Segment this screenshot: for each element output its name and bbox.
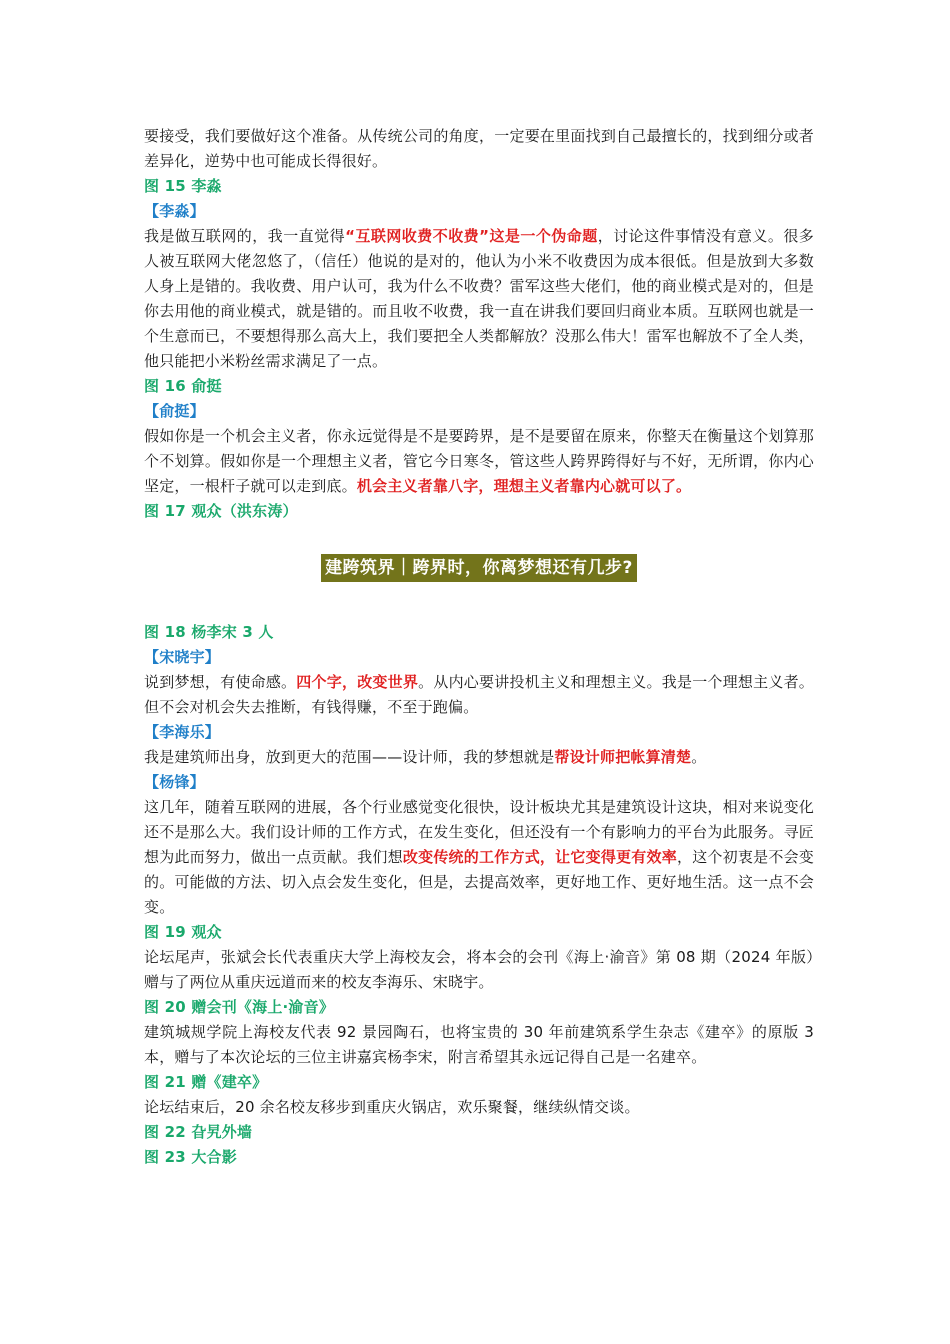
body-text: 建筑城规学院上海校友代表 92 景园陶石，也将宝贵的 30 年前建筑系学生杂志《建卒》的原版 3 本，赠与了本次论坛的三位主讲嘉宾杨李宋，附言希望其永远记得自己是一名建卒。: [144, 1023, 814, 1066]
paragraph: [144, 745, 814, 770]
figure-caption: 图 18 杨李宋 3 人: [144, 623, 274, 641]
highlighted-text: 帮设计师把帐算清楚: [554, 748, 692, 766]
paragraph: [144, 424, 814, 499]
highlighted-text: 改变传统的工作方式，让它变得更有效率: [402, 848, 677, 866]
paragraph: [144, 795, 814, 920]
speaker-name: 【杨锋】: [144, 773, 205, 791]
speaker-name: 【李海乐】: [144, 723, 221, 741]
section-heading: 建跨筑界｜跨界时，你离梦想还有几步?: [321, 554, 637, 582]
speaker-name: 【李淼】: [144, 202, 205, 220]
paragraph: [144, 945, 814, 995]
body-text: 要接受，我们要做好这个准备。从传统公司的角度，一定要在里面找到自己最擅长的，找到细分或者差异化，逆势中也可能成长得很好。: [144, 127, 814, 170]
section-banner: [144, 554, 814, 582]
figure-caption: 图 22 旮旯外墙: [144, 1123, 253, 1141]
body-text: 。从内心要讲投机主义和理想主义。我是一个理想主义者。但不会对机会失去推断，有钱得赚，不至于跑偏。: [144, 673, 814, 716]
article-body: [144, 124, 814, 1170]
body-text: 我是建筑师出身，放到更大的范围——设计师，我的梦想就是: [144, 748, 555, 766]
paragraph: [144, 670, 814, 720]
figure-caption: 图 15 李淼: [144, 177, 222, 195]
figure-caption: 图 17 观众（洪东涛）: [144, 502, 298, 520]
body-text: ，这个初衷是不会变的。可能做的方法、切入点会发生变化，但是，去提高效率，更好地工作、更好地生活。这一点不会变。: [144, 848, 814, 916]
figure-caption: 图 21 赠《建卒》: [144, 1073, 268, 1091]
figure-caption: 图 16 俞挺: [144, 377, 222, 395]
body-text: 。: [691, 748, 707, 766]
body-text: ，讨论这件事情没有意义。很多人被互联网大佬忽悠了，（信任）他说的是对的，他认为小米不收费因为成本很低。但是放到大多数人身上是错的。我收费、用户认可，我为什么不收费？雷军这些大佬们，他的商业模式是对的，但是你去用他的商业模式，就是错的。而且收不收费，我一直在讲我们要回归商业本质。互联网也就是一个生意而已，不要想得那么高大上，我们要把全人类都解放？没那么伟大！雷军也解放不了全人类，他只能把小米粉丝需求满足了一点。: [144, 227, 814, 370]
body-text: 这几年，随着互联网的进展，各个行业感觉变化很快，设计板块尤其是建筑设计这块，相对来说变化还不是那么大。我们设计师的工作方式，在发生变化，但还没有一个有影响力的平台为此服务。寻匠想为此而努力，做出一点贡献。我们想: [144, 798, 814, 866]
figure-caption: 图 23 大合影: [144, 1148, 237, 1166]
figure-caption: 图 20 赠会刊《海上·渝音》: [144, 998, 335, 1016]
body-text: 论坛结束后，20 余名校友移步到重庆火锅店，欢乐聚餐，继续纵情交谈。: [144, 1098, 640, 1116]
paragraph: [144, 224, 814, 374]
body-text: 说到梦想，有使命感。: [144, 673, 297, 691]
paragraph: [144, 1020, 814, 1070]
body-text: 论坛尾声，张斌会长代表重庆大学上海校友会，将本会的会刊《海上·渝音》第 08 期（2024 年版）赠与了两位从重庆远道而来的校友李海乐、宋晓宇。: [144, 948, 814, 991]
highlighted-text: 四个字，改变世界: [296, 673, 419, 691]
body-text: 我是做互联网的，我一直觉得: [144, 227, 346, 245]
speaker-name: 【宋晓宇】: [144, 648, 221, 666]
highlighted-text: “互联网收费不收费”这是一个伪命题: [345, 227, 598, 245]
speaker-name: 【俞挺】: [144, 402, 205, 420]
paragraph: [144, 124, 814, 174]
figure-caption: 图 19 观众: [144, 923, 222, 941]
paragraph: [144, 1095, 814, 1120]
body-text: 假如你是一个机会主义者，你永远觉得是不是要跨界，是不是要留在原来，你整天在衡量这个划算那个不划算。假如你是一个理想主义者，管它今日寒冬，管这些人跨界跨得好与不好，无所谓，你内心坚定，一根杆子就可以走到底。: [144, 427, 814, 495]
highlighted-text: 机会主义者靠八字，理想主义者靠内心就可以了。: [356, 477, 692, 495]
